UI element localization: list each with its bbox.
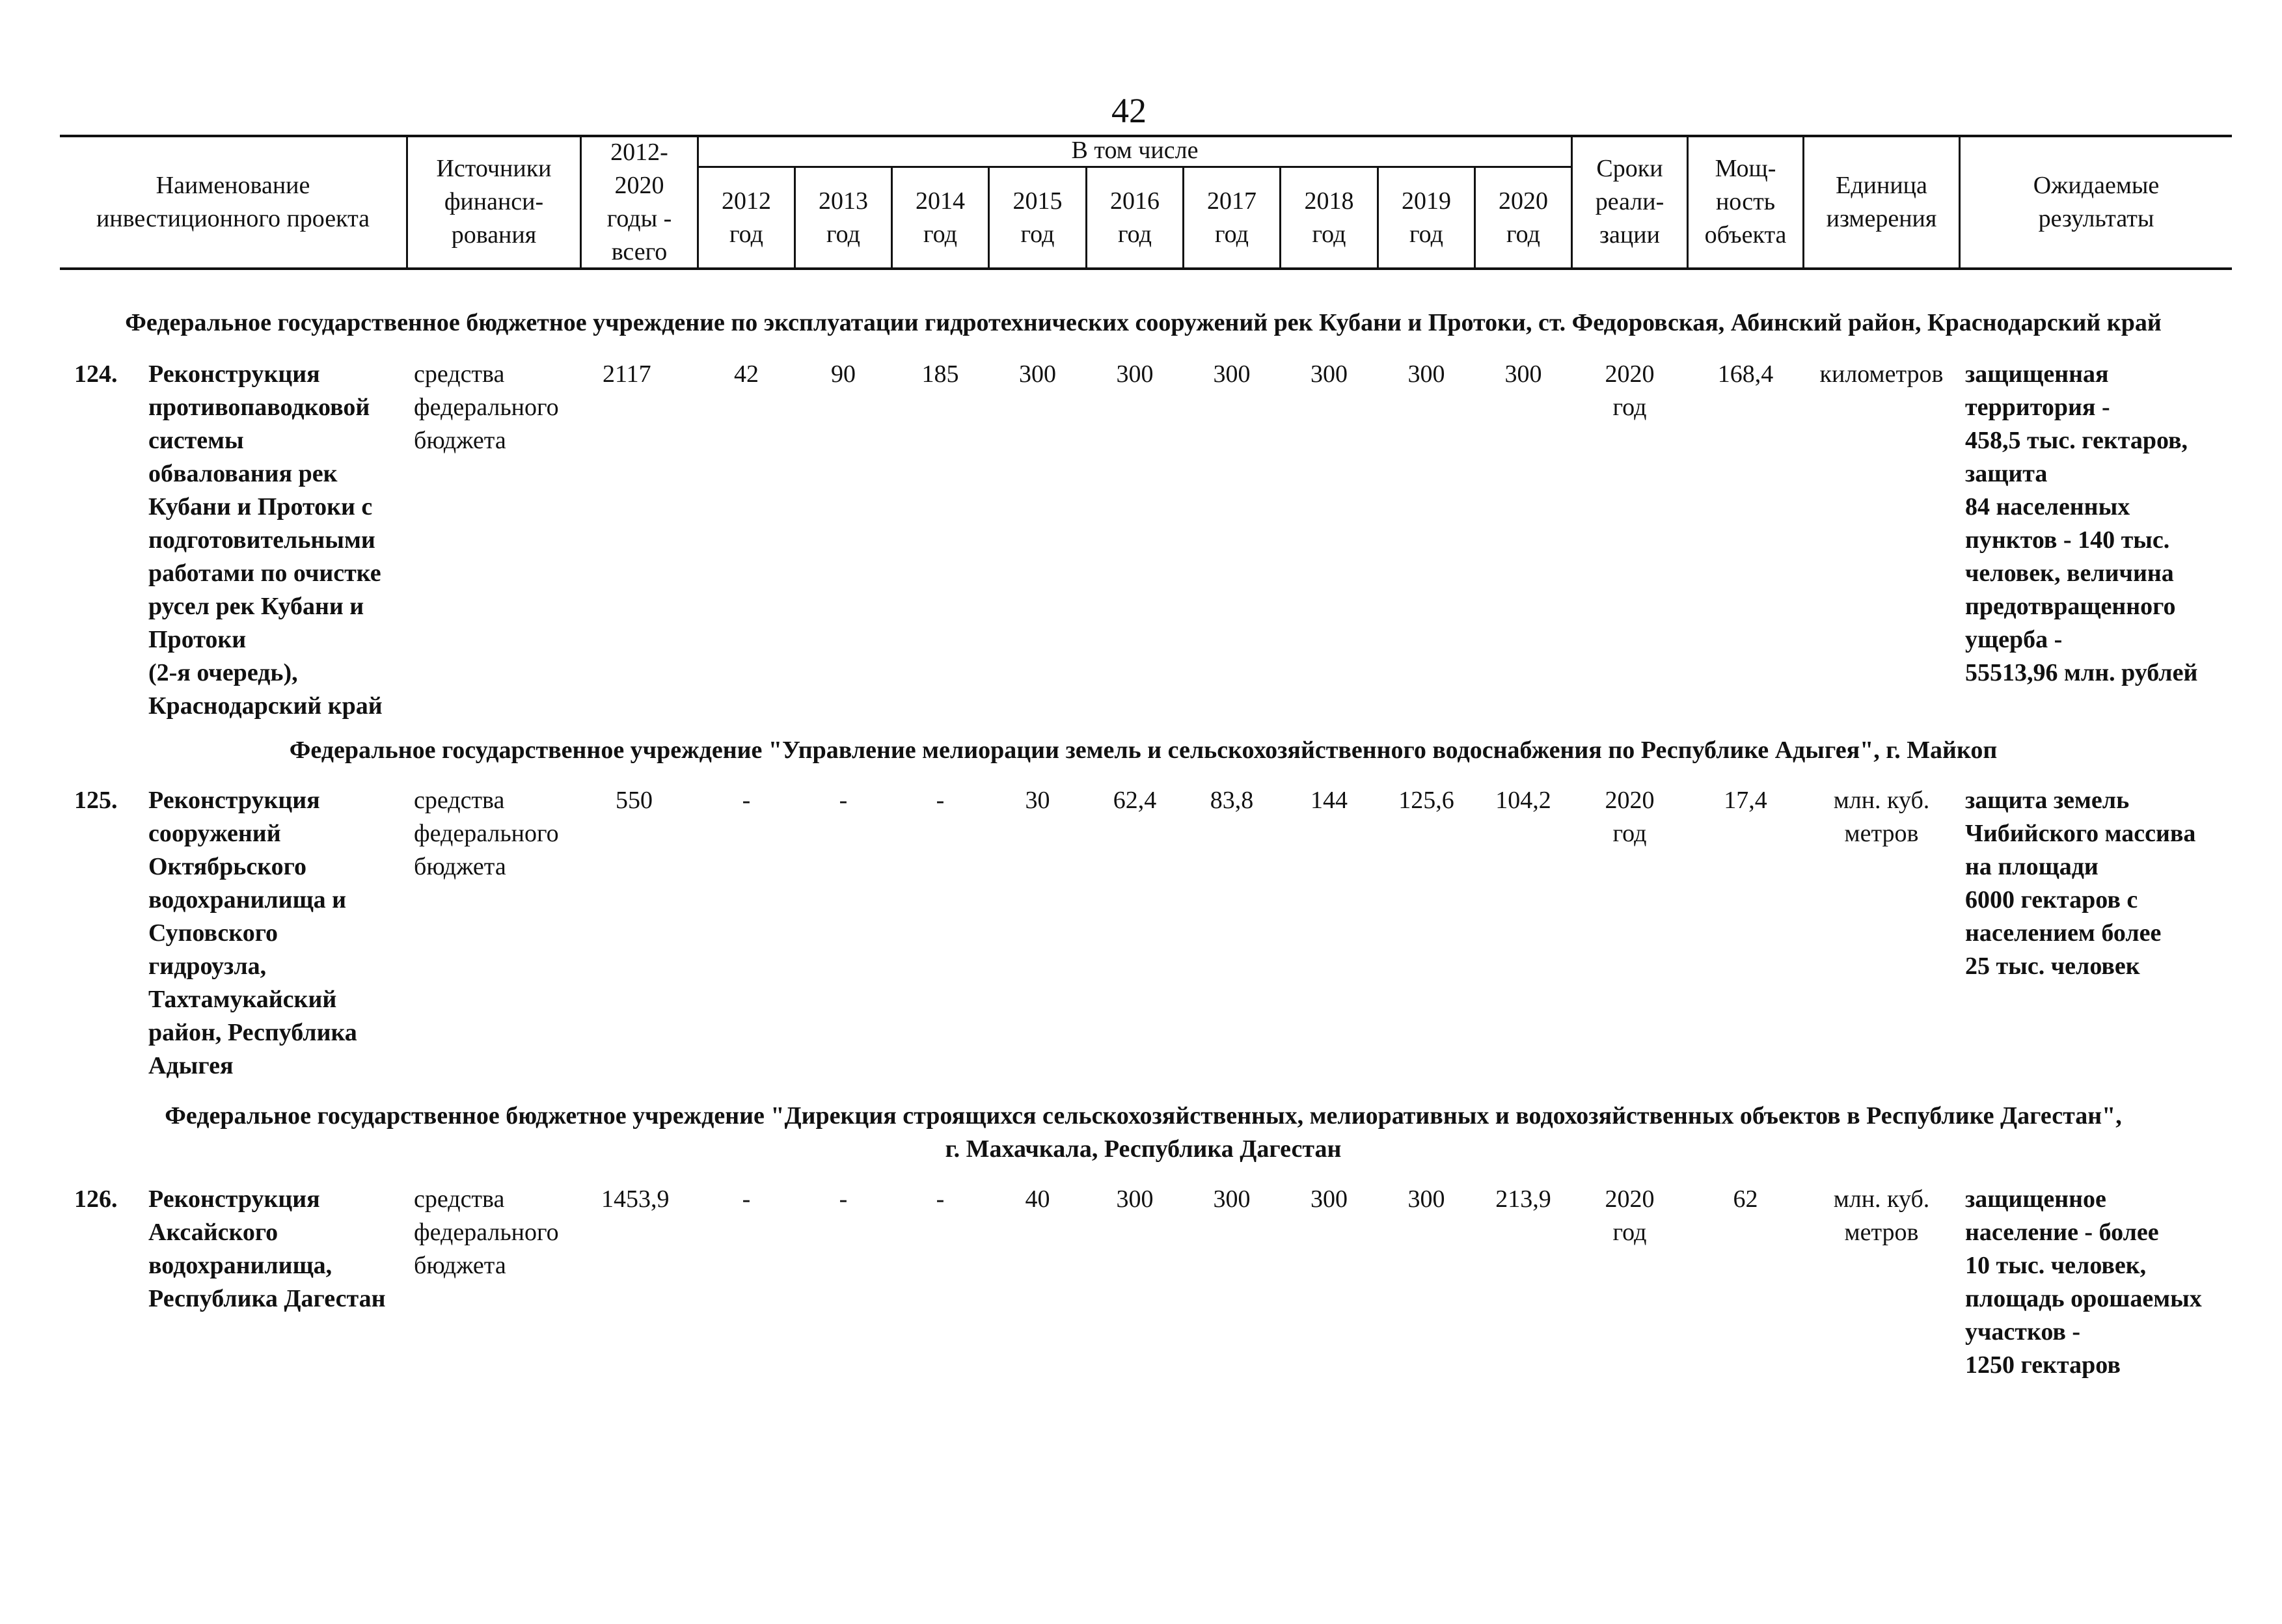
total-amount: 2117 [603, 360, 651, 388]
financing-source: средства федерального бюджета [414, 787, 559, 880]
header-year: 2017 год [1207, 187, 1256, 248]
implementation-term: 2020 год [1605, 360, 1655, 421]
header-capacity: Мощ- ность объекта [1704, 155, 1787, 249]
year-value: - [742, 1185, 751, 1213]
project-name: Реконструкция Аксайского водохранилища, Республика Дагестан [148, 1185, 386, 1312]
object-capacity: 168,4 [1717, 360, 1774, 388]
expected-results: защита земель Чибийского массива на площади 6000 гектаров с населением более 25 тыс. человек [1965, 787, 2196, 980]
row-number: 126. [74, 1185, 118, 1213]
year-value: - [839, 1185, 848, 1213]
header-year: 2016 год [1110, 187, 1160, 248]
header-year: 2014 год [916, 187, 965, 248]
implementation-term: 2020 год [1605, 787, 1655, 847]
page-number: 42 [1111, 91, 1147, 130]
project-name: Реконструкция сооружений Октябрьского водохранилища и Суповского гидроузла, Тахтамукайский район, Республика Адыгея [148, 787, 357, 1079]
project-name: Реконструкция противопаводковой системы обвалования рек Кубани и Протоки с подготовительными работами по очистке русел рек Кубани и Протоки (2-я очередь), Краснодарский край [148, 360, 383, 720]
year-value: 300 [1407, 360, 1445, 388]
header-bottom-rule [60, 267, 2232, 270]
measurement-unit: млн. куб. метров [1833, 1185, 1930, 1246]
measurement-unit: млн. куб. метров [1833, 787, 1930, 847]
header-year: 2020 год [1499, 187, 1548, 248]
year-value: 90 [831, 360, 856, 388]
year-value: 300 [1407, 1185, 1445, 1213]
object-capacity: 62 [1733, 1185, 1758, 1213]
implementation-term: 2020 год [1605, 1185, 1655, 1246]
year-value: 213,9 [1495, 1185, 1551, 1213]
header-sources: Источники финанси- рования [436, 155, 552, 249]
year-value: 62,4 [1113, 787, 1157, 814]
header-terms: Сроки реали- зации [1595, 155, 1664, 249]
year-value: 30 [1025, 787, 1050, 814]
expected-results: защищенная территория - 458,5 тыс. гектаров, защита 84 населенных пунктов - 140 тыс. человек, величина предотвращенного ущерба - 55513,96 млн. рублей [1965, 360, 2198, 686]
year-value: - [839, 787, 848, 814]
measurement-unit: километров [1819, 360, 1944, 388]
header-total: 2012- 2020 годы - всего [606, 138, 672, 265]
section-title: Федеральное государственное учреждение "Управление мелиорации земель и сельскохозяйственного водоснабжения по Республике Адыгея", г. Майкоп [289, 737, 1998, 764]
year-value: - [742, 787, 751, 814]
financing-source: средства федерального бюджета [414, 1185, 559, 1279]
year-value: 300 [1311, 1185, 1348, 1213]
year-value: 83,8 [1210, 787, 1254, 814]
header-year: 2013 год [819, 187, 868, 248]
header-year: 2019 год [1402, 187, 1451, 248]
year-value: 300 [1311, 360, 1348, 388]
year-value: - [936, 787, 945, 814]
year-value: 300 [1116, 360, 1154, 388]
row-number: 125. [74, 787, 118, 814]
year-value: 144 [1311, 787, 1348, 814]
year-value: 125,6 [1398, 787, 1454, 814]
year-value: 300 [1213, 1185, 1251, 1213]
section-title: Федеральное государственное бюджетное учреждение по эксплуатации гидротехнических сооружений рек Кубани и Протоки, ст. Федоровская, Абинский район, Краснодарский край [125, 309, 2162, 336]
year-value: - [936, 1185, 945, 1213]
expected-results: защищенное население - более 10 тыс. человек, площадь орошаемых участков - 1250 гектаров [1965, 1185, 2202, 1379]
year-value: 300 [1504, 360, 1542, 388]
object-capacity: 17,4 [1724, 787, 1767, 814]
year-value: 104,2 [1495, 787, 1551, 814]
total-amount: 1453,9 [601, 1185, 670, 1213]
financing-source: средства федерального бюджета [414, 360, 559, 454]
year-value: 40 [1025, 1185, 1050, 1213]
year-value: 300 [1213, 360, 1251, 388]
year-value: 185 [921, 360, 959, 388]
row-number: 124. [74, 360, 118, 388]
header-unit: Единица измерения [1826, 171, 1937, 232]
header-name: Наименование инвестиционного проекта [96, 171, 370, 232]
header-including: В том числе [1071, 137, 1199, 164]
year-value: 300 [1019, 360, 1056, 388]
year-value: 300 [1116, 1185, 1154, 1213]
total-amount: 550 [616, 787, 653, 814]
header-year: 2015 год [1012, 187, 1063, 248]
header-year: 2018 год [1304, 187, 1354, 248]
header-results: Ожидаемые результаты [2033, 171, 2160, 232]
header-year: 2012 год [722, 187, 771, 248]
section-title: Федеральное государственное бюджетное учреждение "Дирекция строящихся сельскохозяйственных, мелиоративных и водохозяйственных объектов в Республике Дагестан", г. Махачкала, Республика Дагестан [165, 1102, 2122, 1163]
year-value: 42 [734, 360, 759, 388]
